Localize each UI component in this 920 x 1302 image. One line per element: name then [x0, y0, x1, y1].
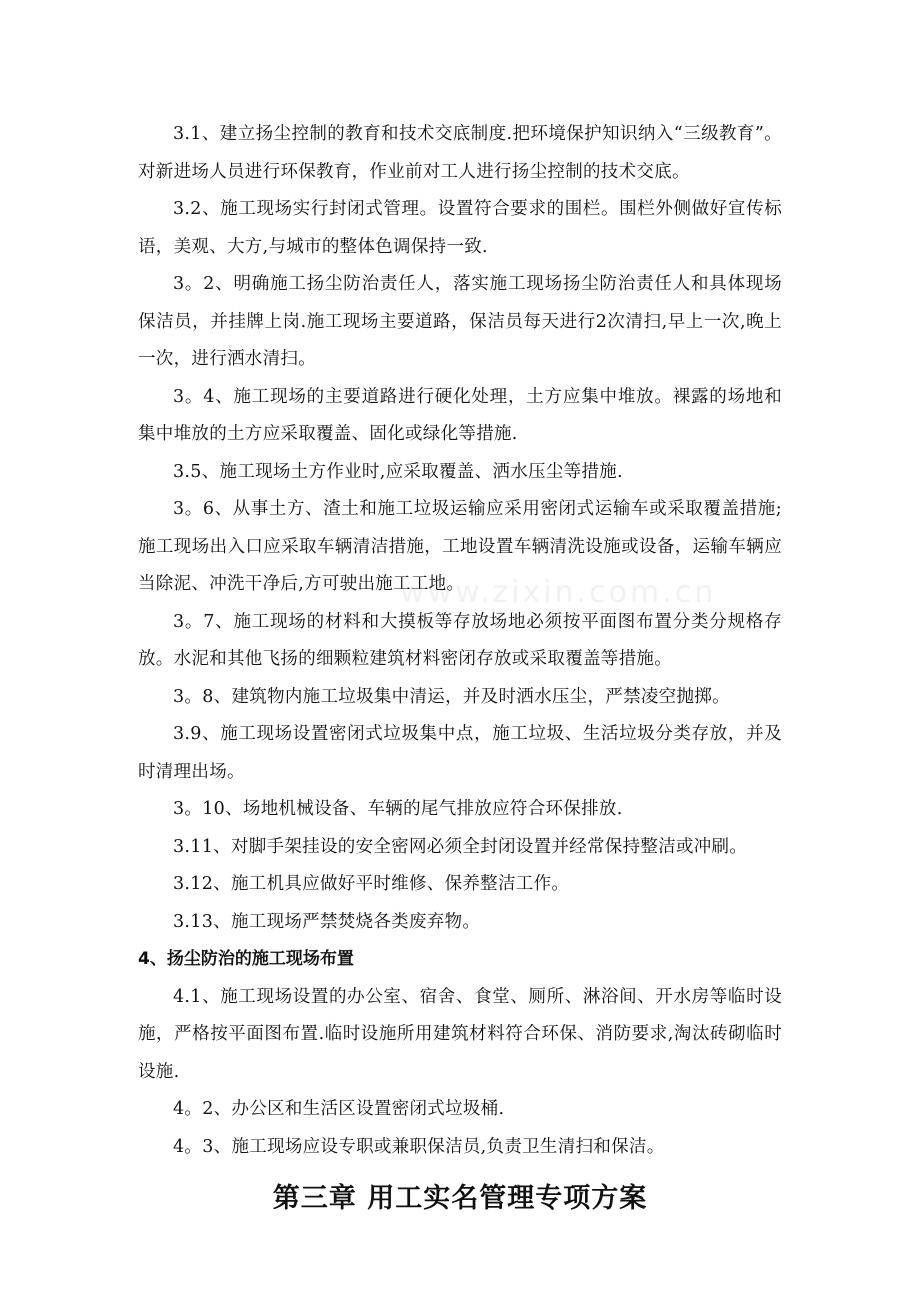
paragraph-3-8: 3。8、建筑物内施工垃圾集中清运，并及时洒水压尘，严禁凌空抛掷。	[173, 686, 730, 707]
watermark: www.zixin.com.cn	[400, 575, 717, 610]
section-4-heading: 4、扬尘防治的施工现场布置	[138, 949, 354, 969]
paragraph-3-1: 3.1、建立扬尘控制的教育和技术交底制度.把环境保护知识纳入“三级教育”。对新进场人员进行环保教育，作业前对工人进行扬尘控制的技术交底。	[138, 124, 782, 182]
document-body	[138, 116, 782, 1215]
paragraph-3-5: 3.5、施工现场土方作业时,应采取覆盖、洒水压尘等措施.	[173, 461, 623, 482]
paragraph-3-4: 3。4、施工现场的主要道路进行硬化处理，土方应集中堆放。裸露的场地和集中堆放的土方应采取覆盖、固化或绿化等措施.	[138, 386, 782, 444]
paragraph-3-13: 3.13、施工现场严禁焚烧各类废弃物。	[173, 911, 481, 932]
paragraph-3-12: 3.12、施工机具应做好平时维修、保养整洁工作。	[173, 874, 570, 894]
paragraph-3-11: 3.11、对脚手架挂设的安全密网必须全封闭设置并经常保持整洁或冲刷。	[173, 836, 748, 857]
paragraph-3-2: 3.2、施工现场实行封闭式管理。设置符合要求的围栏。围栏外侧做好宣传标语，美观、大方,与城市的整体色调保持一致.	[138, 199, 782, 257]
paragraph-4-2: 4。2、办公区和生活区设置密闭式垃圾桶.	[173, 1099, 505, 1119]
chapter-title: 第三章 用工实名管理专项方案	[272, 1183, 648, 1214]
paragraph-3-6: 3。6、从事土方、渣土和施工垃圾运输应采用密闭式运输车或采取覆盖措施;施工现场出入口应采取车辆清洁措施，工地设置车辆清洗设施或设备，运输车辆应当除泥、冲洗干净后,方可驶出施工工地。	[138, 499, 782, 594]
paragraph-3-2b: 3。2、明确施工扬尘防治责任人，落实施工现场扬尘防治责任人和具体现场保洁员，并挂牌上岗.施工现场主要道路，保洁员每天进行2次清扫,早上一次,晚上一次，进行洒水清扫。	[138, 274, 782, 369]
paragraph-3-10: 3。10、场地机械设备、车辆的尾气排放应符合环保排放.	[173, 799, 623, 819]
paragraph-4-3: 4。3、施工现场应设专职或兼职保洁员,负责卫生清扫和保洁。	[173, 1136, 665, 1157]
paragraph-3-9: 3.9、施工现场设置密闭式垃圾集中点，施工垃圾、生活垃圾分类存放，并及时清理出场。	[138, 724, 782, 782]
paragraph-3-7: 3。7、施工现场的材料和大摸板等存放场地必须按平面图布置分类分规格存放。水泥和其他飞扬的细颗粒建筑材料密闭存放或采取覆盖等措施。	[138, 611, 782, 669]
paragraph-4-1: 4.1、施工现场设置的办公室、宿舍、食堂、厕所、淋浴间、开水房等临时设施，严格按平面图布置.临时设施所用建筑材料符合环保、消防要求,淘汰砖砌临时设施.	[138, 986, 782, 1082]
